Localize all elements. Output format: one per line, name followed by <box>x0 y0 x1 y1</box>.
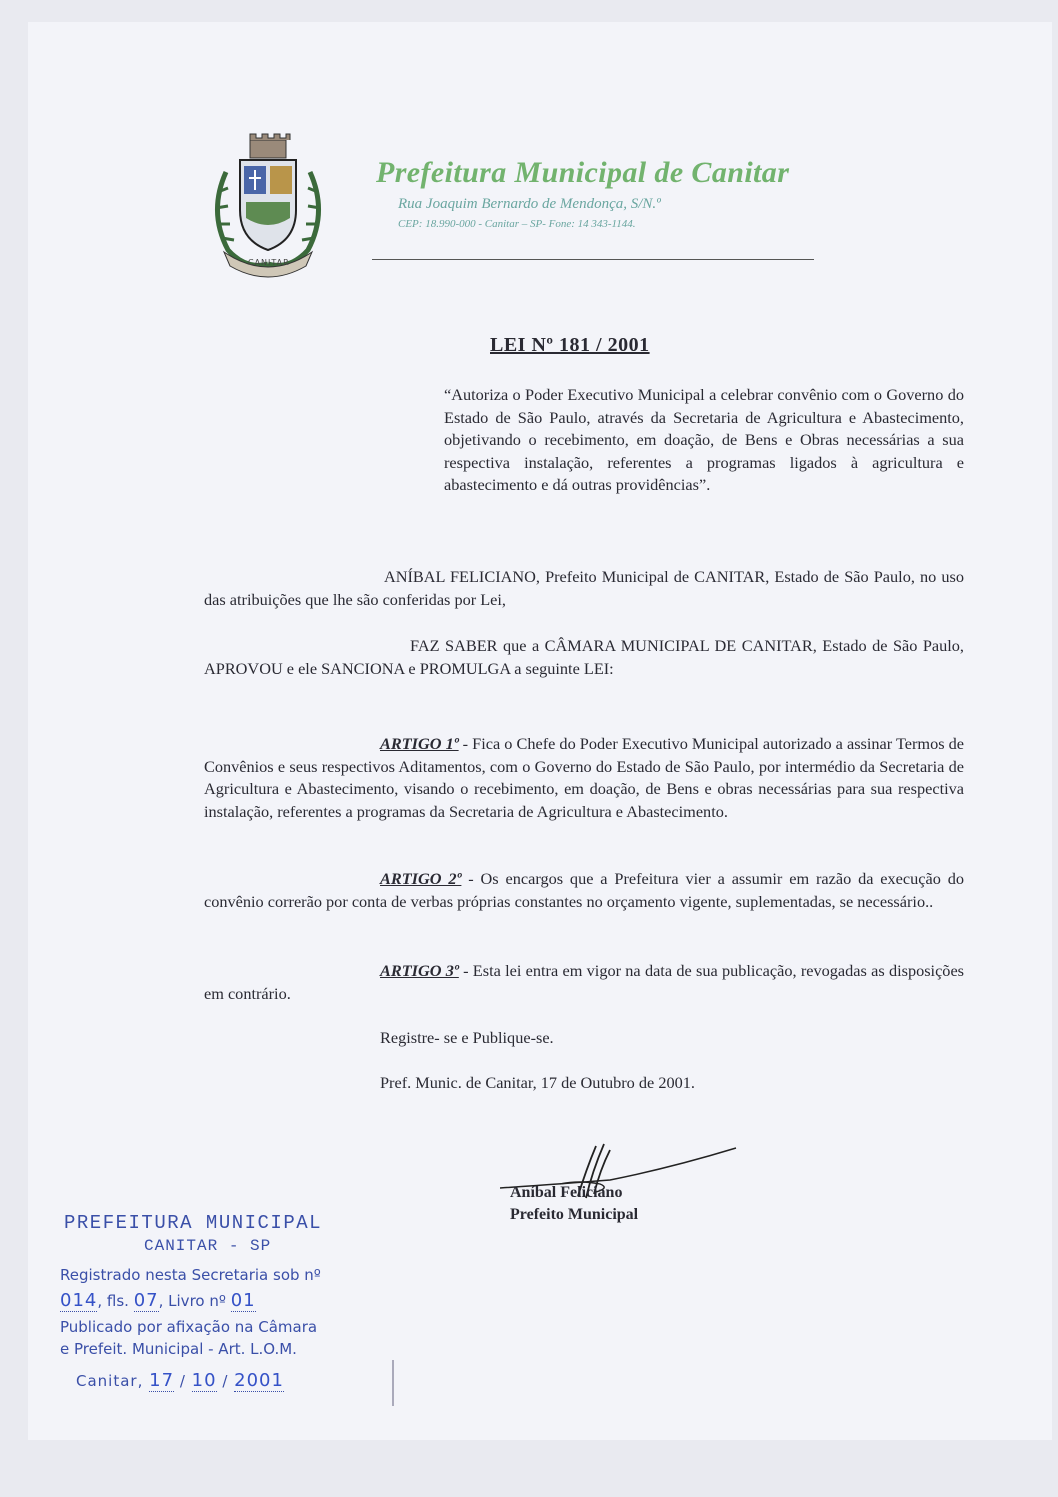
signatory-name: Aníbal Feliciano <box>510 1184 623 1201</box>
stamp-livro-label: , Livro nº <box>158 1292 226 1310</box>
article-1 <box>204 733 964 823</box>
municipality-contact: CEP: 18.990-000 - Canitar – SP- Fone: 14 343-1144. <box>398 218 636 230</box>
intro-paragraph: ANÍBAL FELICIANO, Prefeito Municipal de CANITAR, Estado de São Paulo, no uso das atribuições que lhe são conferidas por Lei, <box>204 567 964 609</box>
crest-banner-label: CANITAR <box>248 258 290 267</box>
signatory-role: Prefeito Municipal <box>510 1206 639 1223</box>
municipality-title: Prefeitura Municipal de Canitar <box>376 156 790 189</box>
stamp-record-line <box>60 1290 256 1311</box>
stamp-border-mark <box>392 1360 394 1406</box>
stamp-city-label: Canitar, <box>76 1372 144 1390</box>
stamp-date-line: Canitar, 17 / 10 / 2001 <box>76 1370 284 1391</box>
stamp-registered-line: Registrado nesta Secretaria sob nº <box>60 1266 321 1284</box>
header-divider <box>372 259 814 260</box>
article-2-label: ARTIGO 2º <box>380 869 462 888</box>
registration-stamp <box>56 1210 396 1400</box>
stamp-fls-label: , fls. <box>97 1292 129 1310</box>
article-3-text: - Esta lei entra em vigor na data de sua publicação, revogadas as disposições em contrário. <box>204 961 965 1003</box>
place-date-line: Pref. Munic. de Canitar, 17 de Outubro de 2001. <box>380 1073 695 1092</box>
stamp-record-number: 014 <box>60 1290 98 1311</box>
promulgation-paragraph: FAZ SABER que a CÂMARA MUNICIPAL DE CANITAR, Estado de São Paulo, APROVOU e ele SANCIONA e PROMULGA a seguinte LEI: <box>204 636 964 678</box>
stamp-published-line-1: Publicado por afixação na Câmara <box>60 1318 318 1336</box>
stamp-date-year: 2001 <box>234 1370 284 1391</box>
stamp-livro-number: 01 <box>230 1290 256 1311</box>
stamp-title: PREFEITURA MUNICIPAL <box>64 1212 323 1234</box>
stamp-date-month: 10 <box>191 1370 217 1391</box>
law-summary: “Autoriza o Poder Executivo Municipal a celebrar convênio com o Governo do Estado de São Paulo, através da Secretaria de Agricultura e Abastecimento, objetivando o recebimento, em doação, de Bens e Obras necessárias a sua respectiva instalação, referentes a programas ligados à agricultura e abastecimento e dá outras providências”. <box>444 385 964 495</box>
article-2 <box>204 868 964 913</box>
article-2-text: - Os encargos que a Prefeitura vier a assumir em razão da execução do convênio correrão por conta de verbas próprias constantes no orçamento vigente, suplementadas, se necessário.. <box>204 869 964 911</box>
stamp-date-day: 17 <box>149 1370 175 1391</box>
stamp-published-line-2: e Prefeit. Municipal - Art. L.O.M. <box>60 1340 297 1358</box>
article-1-text: - Fica o Chefe do Poder Executivo Municipal autorizado a assinar Termos de Convênios e seus respectivos Aditamentos, com o Governo do Estado de São Paulo, por intermédio da Secretaria de Agricultura e Abastecimento, visando o recebimento, em doação, de Bens e obras necessárias para sua respectiva instalação, referentes a programas da Secretaria de Agricultura e Abastecimento. <box>204 734 965 821</box>
article-1-label: ARTIGO 1º <box>380 734 459 753</box>
register-publish-line: Registre- se e Publique-se. <box>380 1028 554 1047</box>
article-3-label: ARTIGO 3º <box>380 961 459 980</box>
stamp-fls-number: 07 <box>133 1290 159 1311</box>
municipality-address: Rua Joaquim Bernardo de Mendonça, S/N.º <box>398 196 661 212</box>
law-title: LEI Nº 181 / 2001 <box>490 334 650 356</box>
article-3 <box>204 960 964 1005</box>
stamp-city: CANITAR - SP <box>144 1237 272 1255</box>
